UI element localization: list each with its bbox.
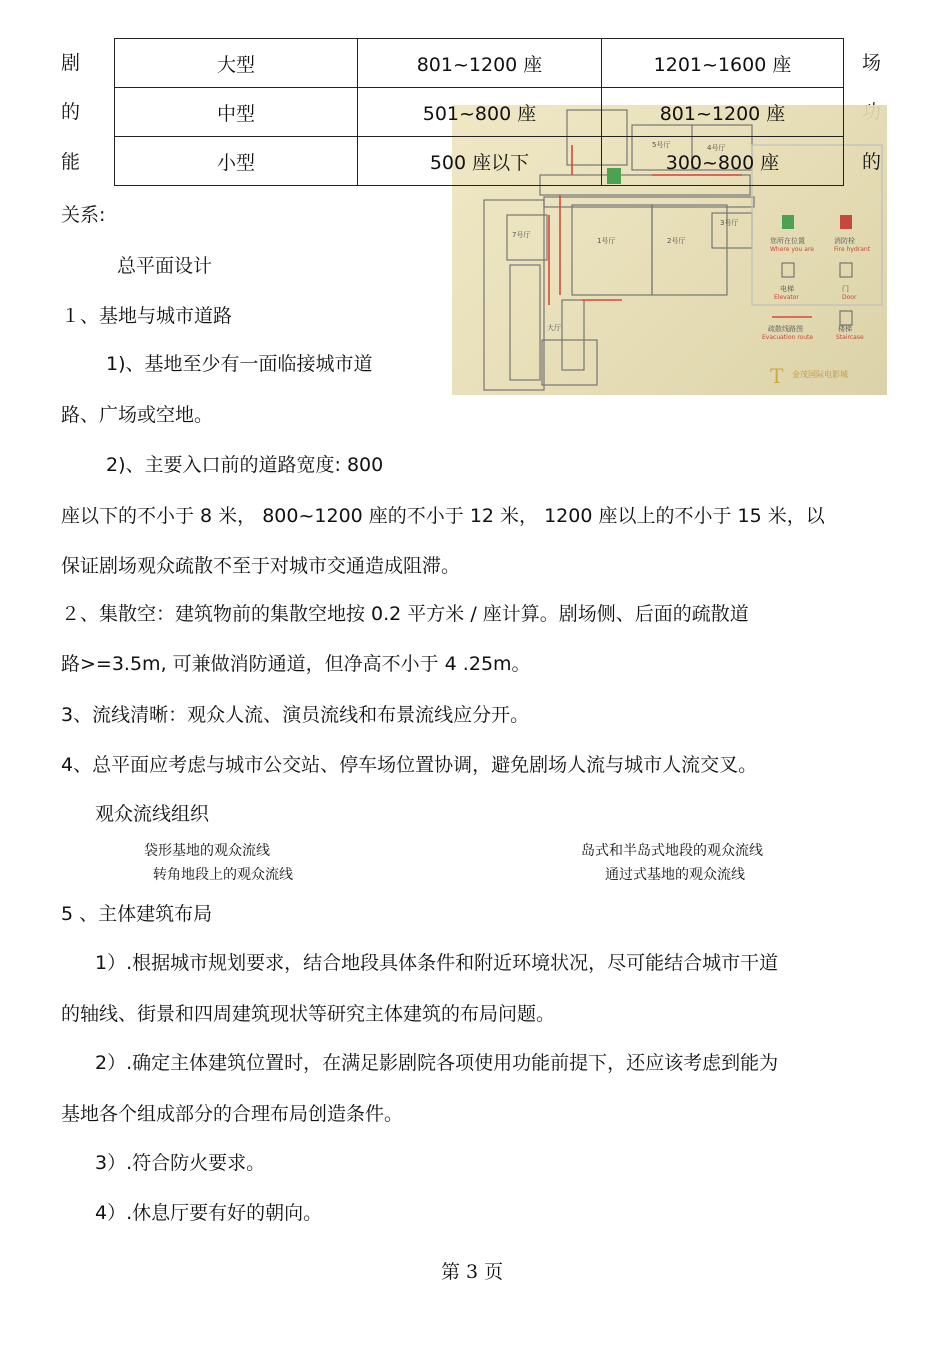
- hall-label: 大厅: [547, 324, 561, 332]
- page-number: 第 3 页: [441, 1261, 504, 1283]
- brand-label: 金茂国际电影城: [792, 370, 848, 379]
- hall-label: 1号厅: [597, 237, 616, 245]
- staircase-icon: [840, 311, 852, 325]
- table-cell: 300~800 座: [602, 137, 844, 186]
- table-cell: 801~1200 座: [358, 39, 602, 88]
- door-icon: [840, 263, 852, 277]
- legend-label-en: Elevator: [774, 294, 799, 301]
- hall-label: 7号厅: [512, 231, 531, 239]
- seat-capacity-table: [114, 38, 844, 186]
- table-cell: 大型: [115, 39, 358, 88]
- hall-label: 5号厅: [652, 141, 671, 149]
- table-cell: 501~800 座: [358, 88, 602, 137]
- legend-label: 疏散线路图: [768, 325, 803, 333]
- legend-label-en: Door: [842, 294, 857, 301]
- paragraph: 的轴线、街景和四周建筑现状等研究主体建筑的布局问题。: [61, 1003, 556, 1025]
- elevator-icon: [782, 263, 794, 277]
- paragraph: 保证剧场观众疏散不至于对城市交通造成阻滞。: [61, 555, 461, 577]
- table-row: [115, 88, 844, 137]
- legend-label-en: Where you are: [770, 246, 814, 253]
- legend-label-en: Fire hydrant: [834, 246, 871, 253]
- legend-label: 电梯: [780, 285, 794, 293]
- figure-caption: 通过式基地的观众流线: [605, 867, 745, 883]
- table-cell: 500 座以下: [358, 137, 602, 186]
- table-cell: 小型: [115, 137, 358, 186]
- list-item: 1）.根据城市规划要求，结合地段具体条件和附近环境状况，尽可能结合城市干道: [95, 952, 779, 974]
- figure-caption: 袋形基地的观众流线: [144, 843, 270, 859]
- legend-label-en: Evacuation route: [762, 334, 814, 341]
- list-item: 1)、基地至少有一面临接城市道: [106, 353, 373, 375]
- table-cell: 1201~1600 座: [602, 39, 844, 88]
- legend-label: 消防栓: [834, 237, 855, 245]
- list-item: １、基地与城市道路: [61, 305, 233, 327]
- legend-label: 您所在位置: [770, 237, 805, 245]
- table-cell: 中型: [115, 88, 358, 137]
- side-char: 能: [61, 151, 81, 173]
- list-item: 2）.确定主体建筑位置时，在满足影剧院各项使用功能前提下，还应该考虑到能为: [95, 1052, 779, 1074]
- hall-label: 3号厅: [720, 219, 739, 227]
- list-item: 4）.休息厅要有好的朝向。: [95, 1202, 323, 1224]
- brand-logo-icon: T: [770, 364, 784, 388]
- table-row: [115, 137, 844, 186]
- side-char: 的: [862, 151, 882, 173]
- paragraph: 座以下的不小于 8 米， 800~1200 座的不小于 12 米， 1200 座以上的不小于 15 米，以: [61, 505, 825, 527]
- paragraph: 基地各个组成部分的合理布局创造条件。: [61, 1103, 404, 1125]
- figure-caption: 岛式和半岛式地段的观众流线: [581, 843, 763, 859]
- table-cell: 801~1200 座: [602, 88, 844, 137]
- side-char: 场: [862, 52, 882, 74]
- list-item: 3）.符合防火要求。: [95, 1152, 266, 1174]
- list-item: ２、集散空：建筑物前的集散空地按 0.2 平方米 / 座计算。剧场侧、后面的疏散道: [61, 603, 749, 625]
- section-heading: 总平面设计: [117, 255, 213, 277]
- list-item: 2)、主要入口前的道路宽度: 800: [106, 454, 384, 476]
- paragraph: 关系:: [61, 204, 106, 226]
- list-item: 3、流线清晰：观众人流、演员流线和布景流线应分开。: [61, 704, 530, 726]
- list-item: 4、总平面应考虑与城市公交站、停车场位置协调，避免剧场人流与城市人流交叉。: [61, 754, 758, 776]
- paragraph: 路>=3.5m, 可兼做消防通道，但净高不小于 4 .25m。: [61, 653, 531, 675]
- legend-label-en: Staircase: [836, 334, 864, 341]
- paragraph: 路、广场或空地。: [61, 404, 214, 426]
- fire-hydrant-icon: [840, 215, 852, 229]
- side-char: 剧: [61, 52, 81, 74]
- hall-label: 2号厅: [667, 237, 686, 245]
- legend-label: 门: [842, 285, 849, 293]
- legend-label: 楼梯: [838, 325, 852, 333]
- list-item: 5 、主体建筑布局: [61, 903, 213, 925]
- side-char: 的: [61, 101, 81, 123]
- section-heading: 观众流线组织: [95, 803, 210, 825]
- hall-label: 4号厅: [707, 144, 726, 152]
- table-row: [115, 39, 844, 88]
- figure-caption: 转角地段上的观众流线: [153, 867, 293, 883]
- you-are-here-icon: [782, 215, 794, 229]
